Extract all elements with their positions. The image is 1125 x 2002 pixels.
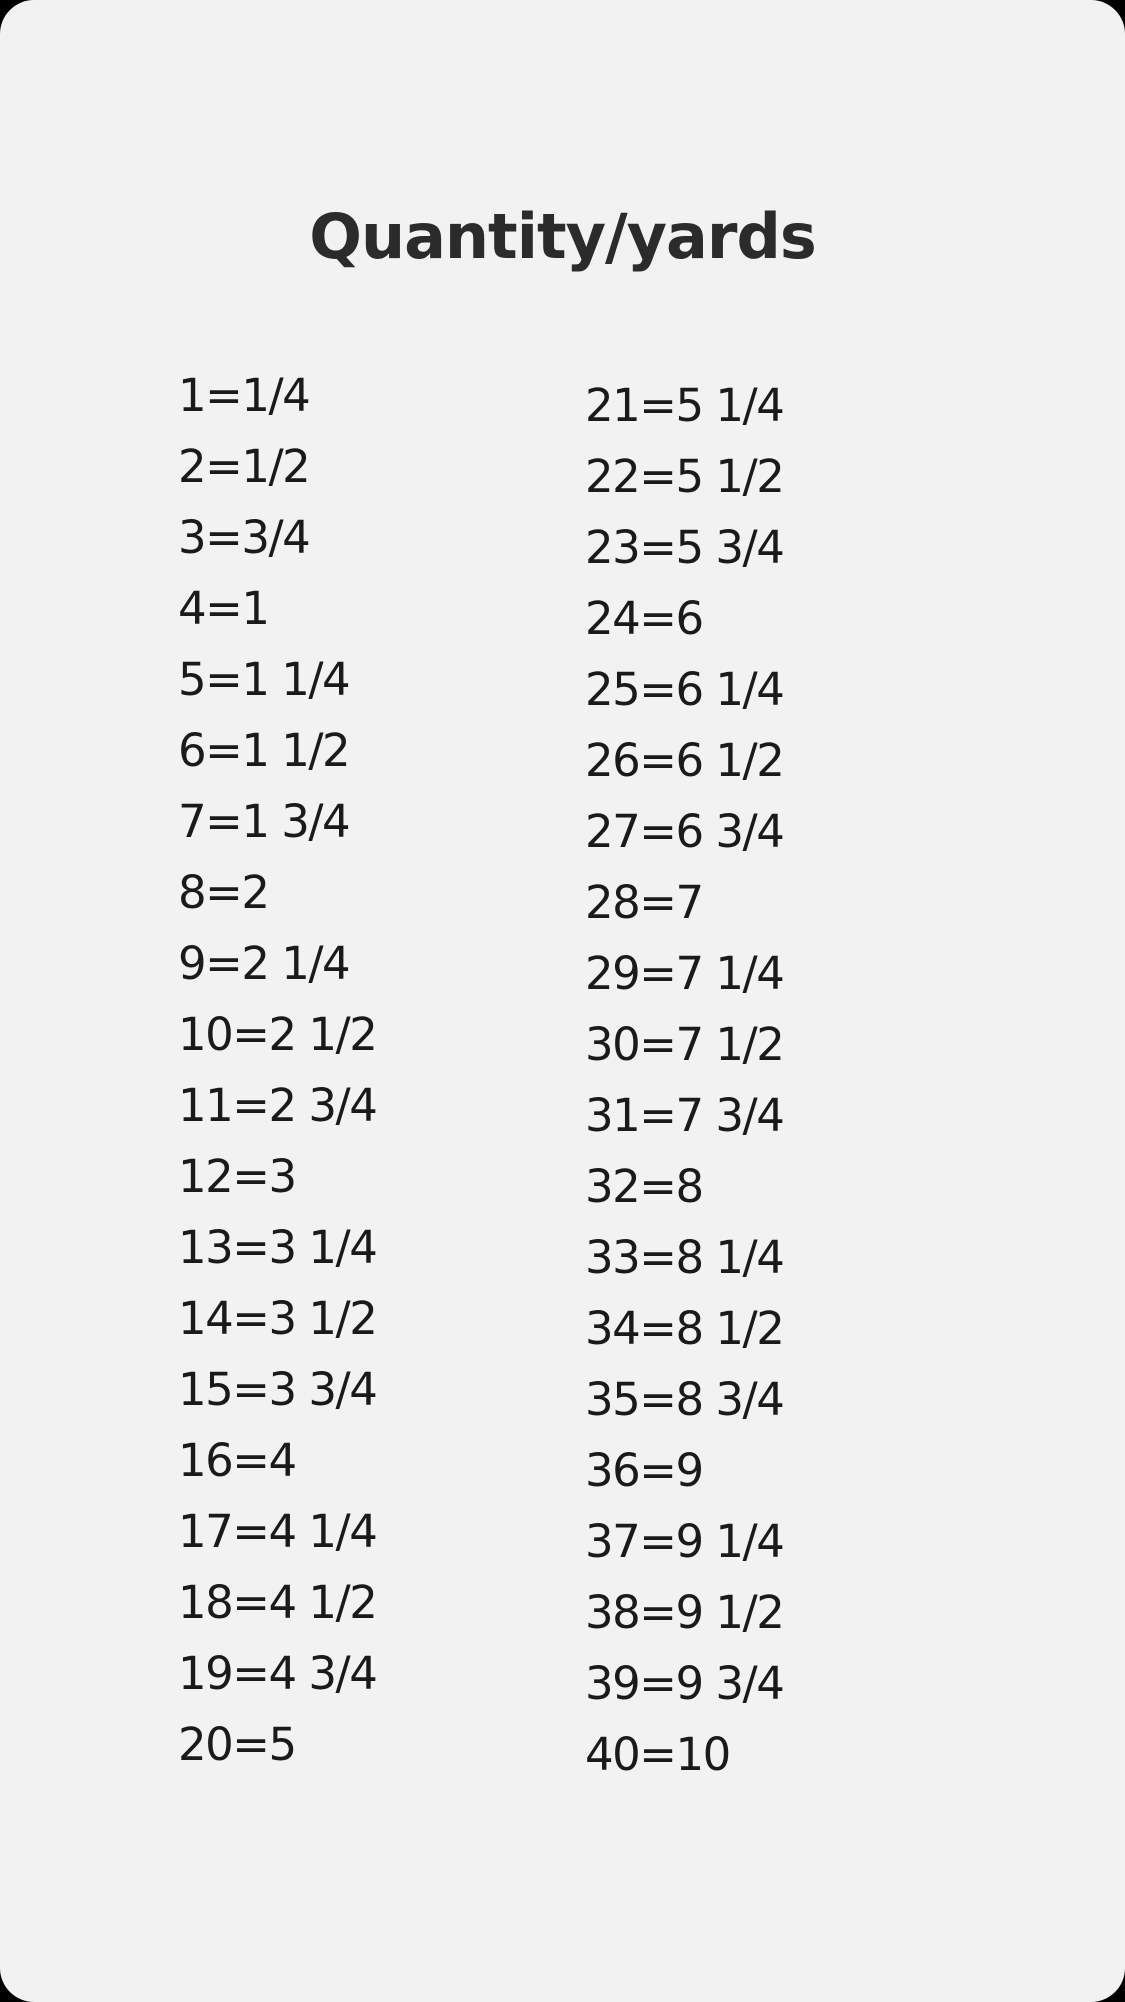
list-item: 32=8 xyxy=(585,1160,703,1213)
page-title: Quantity/yards xyxy=(309,200,816,273)
list-item: 4=1 xyxy=(178,582,269,635)
list-item: 8=2 xyxy=(178,866,269,919)
list-item: 25=6 1/4 xyxy=(585,663,784,716)
conversion-column-left xyxy=(178,360,376,1780)
list-item: 11=2 3/4 xyxy=(178,1079,377,1132)
list-item: 40=10 xyxy=(585,1728,730,1781)
list-item: 19=4 3/4 xyxy=(178,1647,377,1700)
list-item: 2=1/2 xyxy=(178,440,310,493)
list-item: 5=1 1/4 xyxy=(178,653,350,706)
list-item: 30=7 1/2 xyxy=(585,1018,784,1071)
list-item: 12=3 xyxy=(178,1150,296,1203)
list-item: 28=7 xyxy=(585,876,703,929)
list-item: 31=7 3/4 xyxy=(585,1089,784,1142)
list-item: 10=2 1/2 xyxy=(178,1008,377,1061)
list-item: 33=8 1/4 xyxy=(585,1231,784,1284)
list-item: 17=4 1/4 xyxy=(178,1505,377,1558)
conversion-column-right xyxy=(585,370,783,1790)
list-item: 22=5 1/2 xyxy=(585,450,784,503)
list-item: 24=6 xyxy=(585,592,703,645)
list-item: 23=5 3/4 xyxy=(585,521,784,574)
list-item: 29=7 1/4 xyxy=(585,947,784,1000)
list-item: 15=3 3/4 xyxy=(178,1363,377,1416)
list-item: 6=1 1/2 xyxy=(178,724,350,777)
list-item: 18=4 1/2 xyxy=(178,1576,377,1629)
list-item: 26=6 1/2 xyxy=(585,734,784,787)
list-item: 27=6 3/4 xyxy=(585,805,784,858)
list-item: 34=8 1/2 xyxy=(585,1302,784,1355)
list-item: 14=3 1/2 xyxy=(178,1292,377,1345)
conversion-list xyxy=(0,360,1125,1820)
list-item: 35=8 3/4 xyxy=(585,1373,784,1426)
list-item: 21=5 1/4 xyxy=(585,379,784,432)
list-item: 37=9 1/4 xyxy=(585,1515,784,1568)
list-item: 36=9 xyxy=(585,1444,703,1497)
list-item: 9=2 1/4 xyxy=(178,937,350,990)
list-item: 7=1 3/4 xyxy=(178,795,350,848)
list-item: 38=9 1/2 xyxy=(585,1586,784,1639)
list-item: 3=3/4 xyxy=(178,511,310,564)
list-item: 39=9 3/4 xyxy=(585,1657,784,1710)
list-item: 13=3 1/4 xyxy=(178,1221,377,1274)
list-item: 1=1/4 xyxy=(178,369,310,422)
list-item: 16=4 xyxy=(178,1434,296,1487)
list-item: 20=5 xyxy=(178,1718,296,1771)
